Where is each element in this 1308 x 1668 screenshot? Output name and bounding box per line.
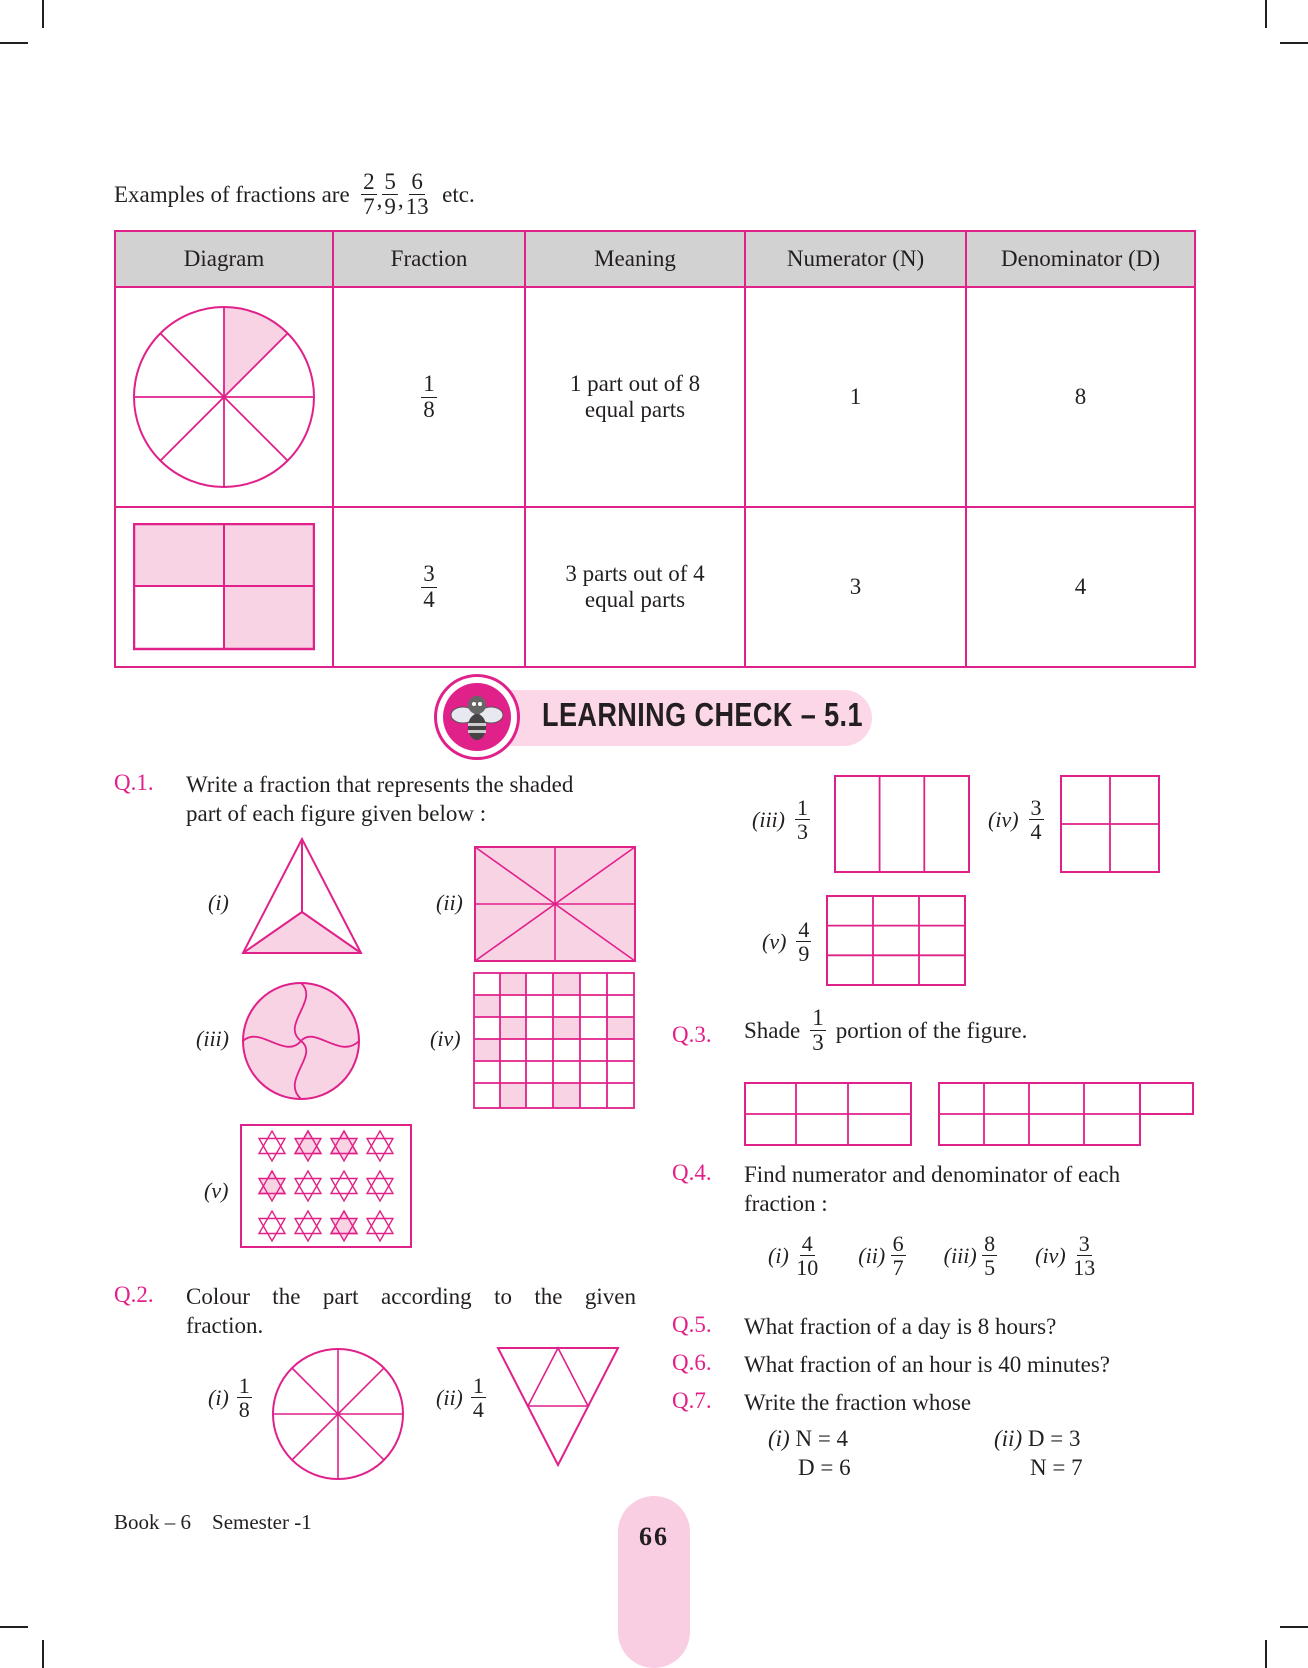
- q4-line: fraction :: [744, 1191, 828, 1216]
- q1-text: [186, 770, 573, 828]
- q2-item-i: [208, 1374, 252, 1421]
- table-row: [115, 507, 1195, 667]
- circle-eighths-blank: [270, 1346, 406, 1482]
- triangle-figure: [240, 836, 364, 956]
- q7-value: N = 7: [1030, 1455, 1083, 1480]
- q2-text: [186, 1282, 636, 1340]
- q6-number: Q.6.: [672, 1350, 712, 1375]
- q7-value: D = 3: [1027, 1426, 1081, 1451]
- q2-item-fraction: $\frac{1}{4}$: [472, 1373, 484, 1423]
- q4-text: [744, 1160, 1194, 1218]
- q4-number: Q.4.: [672, 1160, 712, 1185]
- meaning-line: equal parts: [584, 397, 686, 422]
- fraction-cell: [333, 507, 525, 667]
- q1-line: part of each figure given below :: [186, 801, 487, 826]
- q3-fraction: $\frac{1}{3}$: [812, 1005, 824, 1056]
- table-header: Denominator (D): [966, 231, 1195, 287]
- q7-text: Write the fraction whose: [744, 1390, 972, 1415]
- q6-text: What fraction of an hour is 40 minutes?: [744, 1352, 1110, 1377]
- q2-item-fraction: $\frac{4}{9}$: [798, 917, 810, 967]
- q3-number: Q.3.: [672, 1022, 712, 1047]
- denominator-cell: 4: [966, 507, 1195, 667]
- meaning-line: equal parts: [584, 587, 686, 612]
- rectangle-quarters-diagram: [133, 523, 315, 651]
- crop-mark: [42, 1640, 44, 1668]
- table-header: Meaning: [525, 231, 745, 287]
- q2-item-label: (ii): [436, 1384, 463, 1410]
- diagram-cell: [115, 507, 333, 667]
- q7-item-ii: [994, 1424, 1083, 1482]
- intro-text: Examples of fractions are: [114, 181, 350, 207]
- q2-item-label: (i): [208, 1384, 229, 1410]
- q7-number: Q.7.: [672, 1388, 712, 1413]
- table-header: Numerator (N): [745, 231, 966, 287]
- footer-book: [114, 1510, 312, 1535]
- q4-item-label: (iii): [943, 1242, 977, 1268]
- rectangle-sixths-blank: [744, 1082, 912, 1146]
- q5-number: Q.5.: [672, 1312, 712, 1337]
- q2-item-fraction: $\frac{1}{3}$: [797, 795, 808, 845]
- q7-item-label: (ii): [994, 1426, 1023, 1451]
- q2-item-iv: [988, 796, 1044, 843]
- footer-semester: Semester -1: [212, 1510, 312, 1534]
- q4-items: [768, 1232, 1097, 1279]
- crop-mark: [42, 0, 44, 28]
- q4-item-fraction: $\frac{4}{10}$: [796, 1231, 819, 1281]
- q2-item-label: (iv): [988, 806, 1019, 832]
- meaning-line: 1 part out of 8: [569, 371, 701, 396]
- q1-label-iii: (iii): [196, 1026, 229, 1051]
- q4-item-label: (ii): [858, 1242, 886, 1268]
- intro-fraction: $\frac{2}{7}$: [363, 169, 375, 220]
- denominator-cell: 8: [966, 287, 1195, 507]
- table-header: Diagram: [115, 231, 333, 287]
- q2-number: Q.2.: [114, 1282, 154, 1307]
- q1-label-v: (v): [204, 1178, 229, 1203]
- rectangle-ninths-blank: [938, 1082, 1194, 1146]
- q1-label-iv: (iv): [430, 1026, 461, 1051]
- q2-line: fraction.: [186, 1313, 264, 1338]
- fraction-value: $\frac{1}{8}$: [423, 371, 435, 422]
- q3-text: [744, 1006, 1027, 1055]
- footer-book-label: Book – 6: [114, 1510, 192, 1534]
- intro-fraction: $\frac{6}{13}$: [405, 169, 429, 220]
- circle-eighths-diagram: [129, 302, 319, 492]
- q4-line: Find numerator and denominator of each: [744, 1162, 1121, 1187]
- rectangle-triangles-figure: [474, 846, 636, 962]
- crop-mark: [1265, 0, 1267, 28]
- q4-item-label: (i): [768, 1242, 789, 1268]
- intro-fraction: $\frac{5}{9}$: [384, 169, 396, 220]
- fraction-cell: [333, 287, 525, 507]
- grid-figure: [473, 972, 635, 1109]
- fraction-table: [114, 230, 1196, 668]
- rectangle-quarters-blank: [1060, 775, 1160, 873]
- crop-mark: [0, 1626, 28, 1628]
- crop-mark: [0, 42, 28, 44]
- crop-mark: [1280, 1626, 1308, 1628]
- meaning-cell: [525, 287, 745, 507]
- numerator-cell: 1: [745, 287, 966, 507]
- q7-item-label: (i): [768, 1426, 790, 1451]
- q4-item-fraction: $\frac{8}{5}$: [984, 1231, 996, 1281]
- crop-mark: [1280, 42, 1308, 44]
- bee-icon: [437, 677, 517, 757]
- q4-item-label: (iv): [1035, 1242, 1066, 1268]
- q3-post: portion of the figure.: [835, 1018, 1028, 1044]
- q2-item-label: (iii): [752, 806, 785, 832]
- q2-item-iii: [752, 796, 810, 843]
- q4-item-fraction: $\frac{3}{13}$: [1073, 1231, 1096, 1281]
- q2-item-fraction: $\frac{1}{8}$: [238, 1373, 250, 1423]
- numerator-cell: 3: [745, 507, 966, 667]
- banner-title: LEARNING CHECK – 5.1: [542, 696, 863, 733]
- table-header-row: [115, 231, 1195, 287]
- q7-value: N = 4: [795, 1426, 849, 1451]
- q1-label-ii: (ii): [436, 890, 463, 915]
- q4-item-fraction: $\frac{6}{7}$: [892, 1231, 904, 1281]
- meaning-line: 3 parts out of 4: [565, 561, 705, 586]
- crop-mark: [1265, 1640, 1267, 1668]
- q2-item-v: [762, 918, 811, 965]
- q7-item-i: [768, 1424, 851, 1482]
- q1-label-i: (i): [208, 890, 229, 915]
- triangle-quarters-blank: [496, 1346, 620, 1468]
- q1-line: Write a fraction that represents the shaded: [186, 772, 574, 797]
- intro-line: Examples of fractions are $\frac{2}{7}$ , $\frac{5}{9}$ , $\frac{6}{13}$ etc.: [114, 169, 475, 220]
- q3-pre: Shade: [744, 1018, 801, 1044]
- table-header: Fraction: [333, 231, 525, 287]
- q5-text: What fraction of a day is 8 hours?: [744, 1314, 1057, 1339]
- intro-suffix: etc.: [442, 181, 475, 207]
- diagram-cell: [115, 287, 333, 507]
- fraction-value: $\frac{3}{4}$: [423, 561, 435, 612]
- circle-curved-figure: [240, 980, 362, 1102]
- q2-item-fraction: $\frac{3}{4}$: [1030, 795, 1042, 845]
- table-row: [115, 287, 1195, 507]
- q2-item-ii: [436, 1374, 486, 1421]
- bee-mascot-badge: [434, 674, 520, 760]
- q2-item-label: (v): [762, 928, 787, 954]
- stars-figure: [240, 1124, 412, 1248]
- grid-ninths-blank: [826, 895, 966, 986]
- q7-value: D = 6: [798, 1455, 851, 1480]
- q2-line: Colour the part according to the given: [186, 1284, 636, 1309]
- q1-number: Q.1.: [114, 770, 154, 795]
- page-number: 66: [639, 1522, 669, 1551]
- rectangle-thirds-blank: [834, 775, 970, 873]
- meaning-cell: [525, 507, 745, 667]
